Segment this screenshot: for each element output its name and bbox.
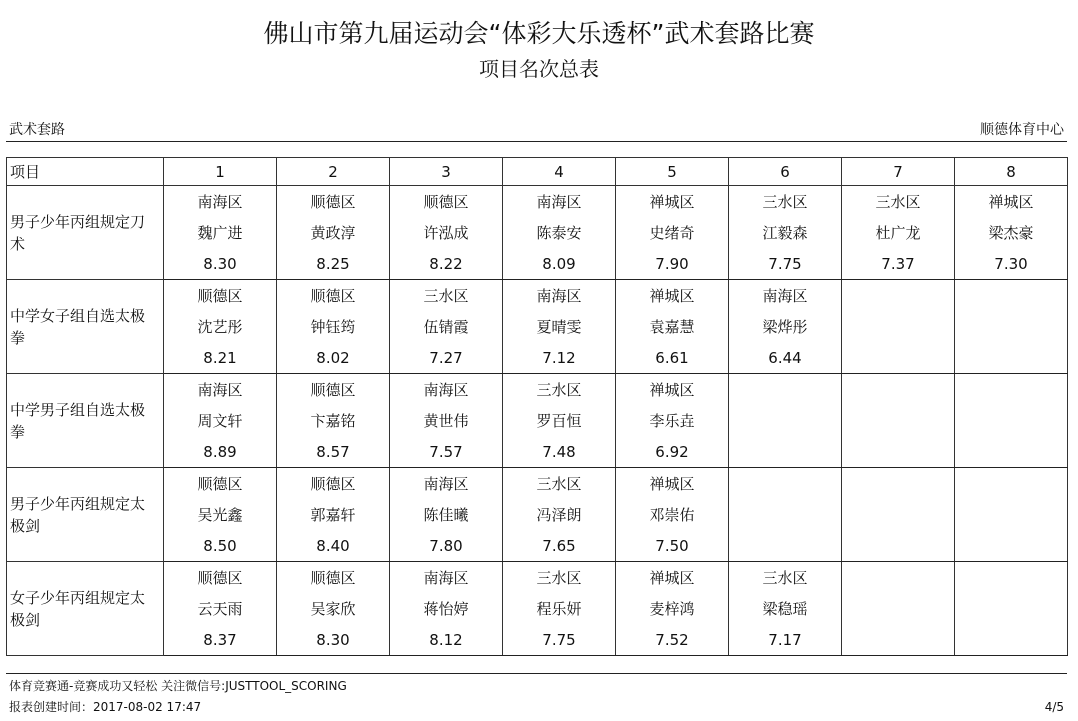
athlete-cell: 麦梓鸿 bbox=[616, 593, 729, 624]
score-cell: 7.17 bbox=[729, 624, 842, 656]
district-cell: 南海区 bbox=[503, 186, 616, 218]
event-2-district-row bbox=[7, 280, 1068, 312]
athlete-cell: 夏晴雯 bbox=[503, 311, 616, 342]
athlete-cell: 杜广龙 bbox=[842, 217, 955, 248]
district-cell: 顺德区 bbox=[164, 468, 277, 500]
event-1-athlete-row bbox=[7, 217, 1068, 248]
score-cell bbox=[955, 624, 1068, 656]
athlete-cell bbox=[729, 499, 842, 530]
event-name: 中学女子组自选太极拳 bbox=[7, 280, 164, 374]
score-cell: 7.12 bbox=[503, 342, 616, 374]
athlete-cell bbox=[729, 405, 842, 436]
column-header-rank-4: 4 bbox=[503, 158, 616, 186]
score-cell bbox=[842, 436, 955, 468]
district-cell bbox=[729, 468, 842, 500]
header-divider bbox=[6, 141, 1067, 142]
athlete-cell: 邓崇佑 bbox=[616, 499, 729, 530]
column-header-rank-1: 1 bbox=[164, 158, 277, 186]
results-table bbox=[6, 157, 1068, 656]
score-cell: 8.30 bbox=[277, 624, 390, 656]
score-cell bbox=[842, 624, 955, 656]
athlete-cell: 蒋怡婷 bbox=[390, 593, 503, 624]
athlete-cell: 梁杰豪 bbox=[955, 217, 1068, 248]
athlete-cell: 沈艺彤 bbox=[164, 311, 277, 342]
athlete-cell: 史绪奇 bbox=[616, 217, 729, 248]
athlete-cell: 黄政淳 bbox=[277, 217, 390, 248]
page-number: 4/5 bbox=[1044, 700, 1064, 714]
event-1-score-row bbox=[7, 248, 1068, 280]
score-cell: 6.44 bbox=[729, 342, 842, 374]
event-1-district-row bbox=[7, 186, 1068, 218]
district-cell: 南海区 bbox=[390, 562, 503, 594]
score-cell bbox=[955, 436, 1068, 468]
athlete-cell: 江毅森 bbox=[729, 217, 842, 248]
athlete-cell: 梁稳瑶 bbox=[729, 593, 842, 624]
athlete-cell: 许泓成 bbox=[390, 217, 503, 248]
athlete-cell: 吴光鑫 bbox=[164, 499, 277, 530]
score-cell: 7.90 bbox=[616, 248, 729, 280]
district-cell bbox=[955, 562, 1068, 594]
district-cell: 南海区 bbox=[390, 374, 503, 406]
score-cell: 8.30 bbox=[164, 248, 277, 280]
athlete-cell: 郭嘉轩 bbox=[277, 499, 390, 530]
score-cell: 7.50 bbox=[616, 530, 729, 562]
score-cell: 7.75 bbox=[729, 248, 842, 280]
athlete-cell: 程乐妍 bbox=[503, 593, 616, 624]
district-cell: 南海区 bbox=[729, 280, 842, 312]
report-subtitle: 项目名次总表 bbox=[479, 57, 599, 81]
score-cell: 7.80 bbox=[390, 530, 503, 562]
district-cell bbox=[842, 468, 955, 500]
column-header-rank-3: 3 bbox=[390, 158, 503, 186]
district-cell bbox=[842, 562, 955, 594]
athlete-cell: 云天雨 bbox=[164, 593, 277, 624]
score-cell: 8.37 bbox=[164, 624, 277, 656]
district-cell: 禅城区 bbox=[616, 374, 729, 406]
athlete-cell: 陈泰安 bbox=[503, 217, 616, 248]
district-cell: 三水区 bbox=[503, 562, 616, 594]
athlete-cell: 梁烨彤 bbox=[729, 311, 842, 342]
district-cell bbox=[955, 374, 1068, 406]
athlete-cell: 卞嘉铭 bbox=[277, 405, 390, 436]
athlete-cell: 周文轩 bbox=[164, 405, 277, 436]
district-cell: 南海区 bbox=[164, 374, 277, 406]
athlete-cell bbox=[842, 311, 955, 342]
event-name: 男子少年丙组规定太极剑 bbox=[7, 468, 164, 562]
district-cell: 顺德区 bbox=[390, 186, 503, 218]
score-cell bbox=[729, 436, 842, 468]
athlete-cell: 李乐垚 bbox=[616, 405, 729, 436]
district-cell: 禅城区 bbox=[955, 186, 1068, 218]
score-cell: 7.75 bbox=[503, 624, 616, 656]
athlete-cell: 罗百恒 bbox=[503, 405, 616, 436]
column-header-event: 项目 bbox=[7, 158, 164, 186]
district-cell: 三水区 bbox=[390, 280, 503, 312]
athlete-cell: 伍锖霞 bbox=[390, 311, 503, 342]
district-cell: 顺德区 bbox=[277, 374, 390, 406]
athlete-cell: 袁嘉慧 bbox=[616, 311, 729, 342]
athlete-cell bbox=[955, 311, 1068, 342]
district-cell: 南海区 bbox=[390, 468, 503, 500]
district-cell bbox=[842, 280, 955, 312]
athlete-cell: 钟钰筠 bbox=[277, 311, 390, 342]
athlete-cell bbox=[955, 405, 1068, 436]
district-cell: 三水区 bbox=[842, 186, 955, 218]
event-name: 男子少年丙组规定刀术 bbox=[7, 186, 164, 280]
score-cell: 7.65 bbox=[503, 530, 616, 562]
event-4-district-row bbox=[7, 468, 1068, 500]
athlete-cell: 冯泽朗 bbox=[503, 499, 616, 530]
results-body bbox=[7, 186, 1068, 656]
athlete-cell bbox=[842, 499, 955, 530]
category-label: 武术套路 bbox=[9, 122, 65, 138]
score-cell: 7.52 bbox=[616, 624, 729, 656]
district-cell: 禅城区 bbox=[616, 562, 729, 594]
athlete-cell bbox=[842, 593, 955, 624]
report-title: 佛山市第九届运动会“体彩大乐透杯”武术套路比赛 bbox=[263, 19, 815, 48]
district-cell bbox=[955, 468, 1068, 500]
district-cell bbox=[842, 374, 955, 406]
column-header-rank-5: 5 bbox=[616, 158, 729, 186]
athlete-cell: 魏广进 bbox=[164, 217, 277, 248]
district-cell: 南海区 bbox=[503, 280, 616, 312]
athlete-cell: 陈佳曦 bbox=[390, 499, 503, 530]
district-cell: 三水区 bbox=[729, 562, 842, 594]
district-cell: 南海区 bbox=[164, 186, 277, 218]
event-5-athlete-row bbox=[7, 593, 1068, 624]
score-cell: 7.30 bbox=[955, 248, 1068, 280]
score-cell: 7.57 bbox=[390, 436, 503, 468]
footer-created-time: 报表创建时间：2017-08-02 17:47 bbox=[9, 700, 202, 714]
event-4-athlete-row bbox=[7, 499, 1068, 530]
district-cell: 顺德区 bbox=[277, 186, 390, 218]
table-header-row bbox=[7, 158, 1068, 186]
column-header-rank-8: 8 bbox=[955, 158, 1068, 186]
score-cell: 8.25 bbox=[277, 248, 390, 280]
score-cell: 8.02 bbox=[277, 342, 390, 374]
score-cell: 7.37 bbox=[842, 248, 955, 280]
district-cell: 三水区 bbox=[729, 186, 842, 218]
score-cell: 8.40 bbox=[277, 530, 390, 562]
athlete-cell bbox=[955, 593, 1068, 624]
district-cell: 顺德区 bbox=[277, 280, 390, 312]
district-cell: 禅城区 bbox=[616, 186, 729, 218]
district-cell: 顺德区 bbox=[164, 562, 277, 594]
score-cell bbox=[842, 530, 955, 562]
venue-label: 顺德体育中心 bbox=[980, 122, 1064, 138]
score-cell bbox=[955, 530, 1068, 562]
event-3-athlete-row bbox=[7, 405, 1068, 436]
score-cell bbox=[842, 342, 955, 374]
event-3-score-row bbox=[7, 436, 1068, 468]
athlete-cell bbox=[955, 499, 1068, 530]
district-cell bbox=[955, 280, 1068, 312]
event-4-score-row bbox=[7, 530, 1068, 562]
district-cell: 三水区 bbox=[503, 468, 616, 500]
footer-divider bbox=[6, 673, 1067, 674]
score-cell: 7.27 bbox=[390, 342, 503, 374]
event-2-score-row bbox=[7, 342, 1068, 374]
column-header-rank-7: 7 bbox=[842, 158, 955, 186]
score-cell: 8.09 bbox=[503, 248, 616, 280]
score-cell: 8.50 bbox=[164, 530, 277, 562]
event-name: 中学男子组自选太极拳 bbox=[7, 374, 164, 468]
score-cell: 6.61 bbox=[616, 342, 729, 374]
score-cell bbox=[729, 530, 842, 562]
score-cell: 8.22 bbox=[390, 248, 503, 280]
event-5-district-row bbox=[7, 562, 1068, 594]
district-cell bbox=[729, 374, 842, 406]
event-name: 女子少年丙组规定太极剑 bbox=[7, 562, 164, 656]
score-cell bbox=[955, 342, 1068, 374]
score-cell: 8.21 bbox=[164, 342, 277, 374]
score-cell: 8.57 bbox=[277, 436, 390, 468]
event-3-district-row bbox=[7, 374, 1068, 406]
footer-promo: 体育竞赛通-竞赛成功又轻松 关注微信号:JUSTTOOL_SCORING bbox=[9, 679, 347, 693]
event-5-score-row bbox=[7, 624, 1068, 656]
event-2-athlete-row bbox=[7, 311, 1068, 342]
district-cell: 禅城区 bbox=[616, 468, 729, 500]
district-cell: 三水区 bbox=[503, 374, 616, 406]
column-header-rank-2: 2 bbox=[277, 158, 390, 186]
athlete-cell: 吴家欣 bbox=[277, 593, 390, 624]
column-header-rank-6: 6 bbox=[729, 158, 842, 186]
district-cell: 顺德区 bbox=[164, 280, 277, 312]
athlete-cell: 黄世伟 bbox=[390, 405, 503, 436]
district-cell: 顺德区 bbox=[277, 468, 390, 500]
score-cell: 6.92 bbox=[616, 436, 729, 468]
score-cell: 7.48 bbox=[503, 436, 616, 468]
district-cell: 禅城区 bbox=[616, 280, 729, 312]
score-cell: 8.89 bbox=[164, 436, 277, 468]
district-cell: 顺德区 bbox=[277, 562, 390, 594]
athlete-cell bbox=[842, 405, 955, 436]
score-cell: 8.12 bbox=[390, 624, 503, 656]
